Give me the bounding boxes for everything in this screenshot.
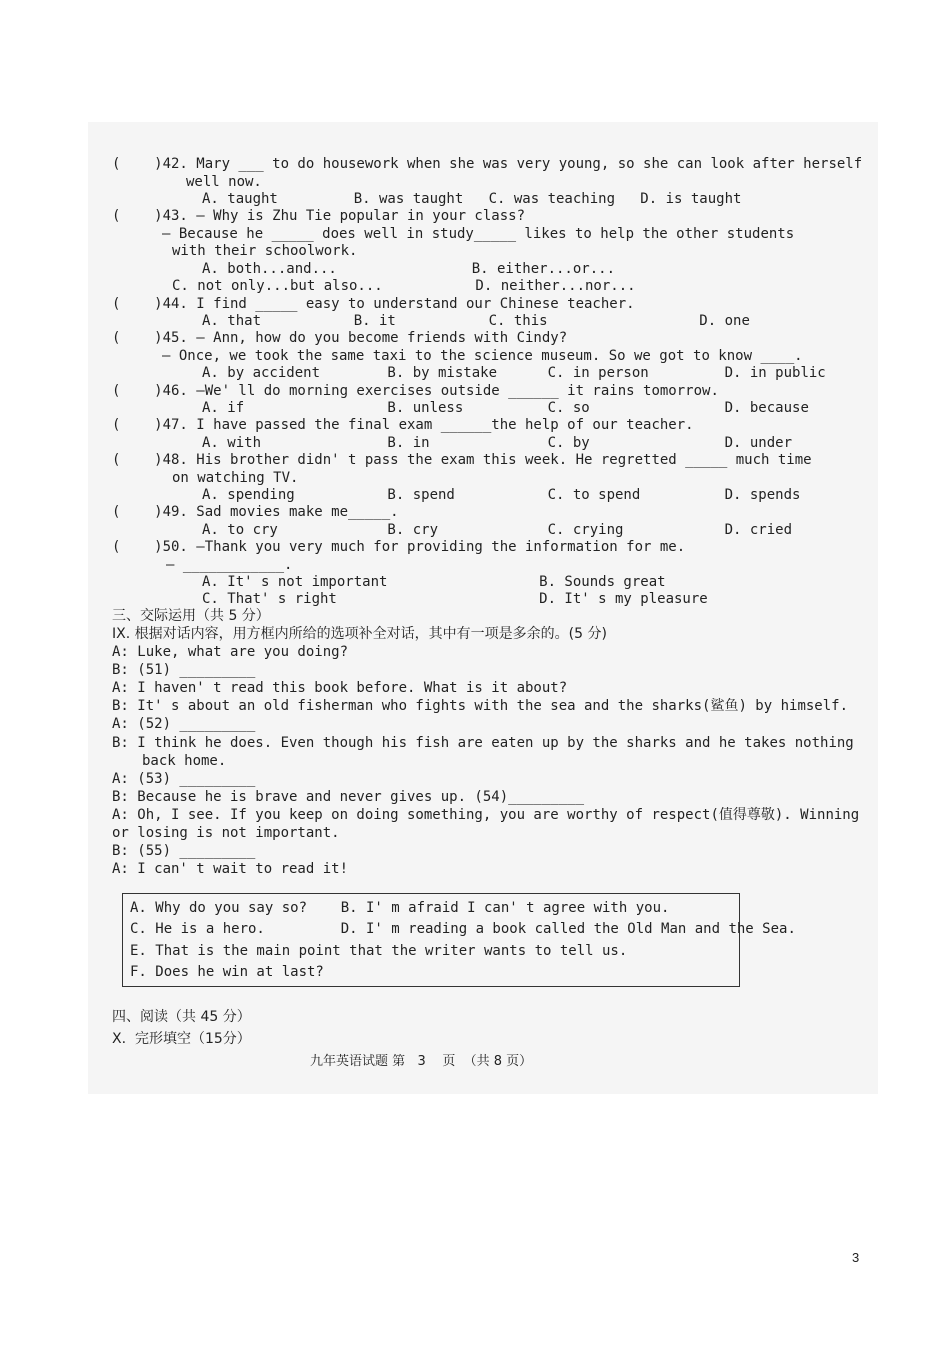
dialog-line: A: Luke, what are you doing? <box>112 644 349 660</box>
question-45-line2: — Once, we took the same taxi to the science museum. So we got to know ____. <box>162 348 803 364</box>
question-45-options: A. by accident B. by mistake C. in person D. in public <box>202 365 826 381</box>
section-ix-instructions: IX. 根据对话内容，用方框内所给的选项补全对话，其中有一项是多余的。(5 分) <box>112 626 607 642</box>
dialog-line: or losing is not important. <box>112 825 340 841</box>
question-42: ( )42. Mary ___ to do housework when she was very young, so she can look after herself <box>112 156 863 172</box>
dialog-line: A: (53) _________ <box>112 771 256 787</box>
section-3-heading: 三、交际运用（共 5 分） <box>112 608 270 624</box>
question-50-blank: — ____________. <box>166 557 293 573</box>
question-49: ( )49. Sad movies make me_____. <box>112 504 399 520</box>
question-47-options: A. with B. in C. by D. under <box>202 435 793 451</box>
question-43: ( )43. — Why is Zhu Tie popular in your class? <box>112 208 526 224</box>
page-footer: 九年英语试题 第 3 页 （共 8 页） <box>310 1054 533 1069</box>
question-50: ( )50. —Thank you very much for providing the information for me. <box>112 539 686 555</box>
question-42-cont: well now. <box>186 174 262 190</box>
options-box-line: C. He is a hero. D. I' m reading a book called the Old Man and the Sea. <box>130 921 796 937</box>
question-43-options-cd: C. not only...but also... D. neither...nor... <box>172 278 636 294</box>
dialog-line: B: (55) _________ <box>112 843 256 859</box>
dialog-line: back home. <box>142 753 227 769</box>
dialog-line: B: I think he does. Even though his fish are eaten up by the sharks and he takes nothing <box>112 735 854 751</box>
question-43-line3: with their schoolwork. <box>172 243 358 259</box>
question-42-options: A. taught B. was taught C. was teaching D. is taught <box>202 191 742 207</box>
question-48: ( )48. His brother didn' t pass the exam this week. He regretted _____ much time <box>112 452 812 468</box>
question-47: ( )47. I have passed the final exam ______the help of our teacher. <box>112 417 694 433</box>
dialog-line: A: (52) _________ <box>112 716 256 732</box>
question-48-options: A. spending B. spend C. to spend D. spends <box>202 487 801 503</box>
dialog-line: B: (51) _________ <box>112 662 256 678</box>
dialog-line: B: Because he is brave and never gives up. (54)_________ <box>112 789 585 805</box>
question-50-options-cd: C. That' s right D. It' s my pleasure <box>202 591 708 607</box>
options-box-line: A. Why do you say so? B. I' m afraid I can' t agree with you. <box>130 900 670 916</box>
question-46-options: A. if B. unless C. so D. because <box>202 400 809 416</box>
question-49-options: A. to cry B. cry C. crying D. cried <box>202 522 793 538</box>
page-number: 3 <box>852 1250 860 1265</box>
options-box-line: E. That is the main point that the writer wants to tell us. <box>130 943 628 959</box>
options-box-line: F. Does he win at last? <box>130 964 324 980</box>
question-44: ( )44. I find _____ easy to understand our Chinese teacher. <box>112 296 635 312</box>
section-x-heading: X. 完形填空（15分） <box>112 1031 251 1047</box>
question-48-cont: on watching TV. <box>172 470 299 486</box>
question-50-options-ab: A. It' s not important B. Sounds great <box>202 574 666 590</box>
question-46: ( )46. —We' ll do morning exercises outside ______ it rains tomorrow. <box>112 383 719 399</box>
question-44-options: A. that B. it C. this D. one <box>202 313 750 329</box>
question-43-options-ab: A. both...and... B. either...or... <box>202 261 616 277</box>
dialog-line: A: I can' t wait to read it! <box>112 861 349 877</box>
dialog-line: A: Oh, I see. If you keep on doing something, you are worthy of respect(值得尊敬). Winning <box>112 807 860 823</box>
question-45: ( )45. — Ann, how do you become friends with Cindy? <box>112 330 568 346</box>
question-43-line2: — Because he _____ does well in study_____ likes to help the other students <box>162 226 795 242</box>
dialog-line: A: I haven' t read this book before. What is it about? <box>112 680 568 696</box>
dialog-line: B: It' s about an old fisherman who fights with the sea and the sharks(鲨鱼) by himself. <box>112 698 849 714</box>
section-4-heading: 四、阅读（共 45 分） <box>112 1009 251 1025</box>
